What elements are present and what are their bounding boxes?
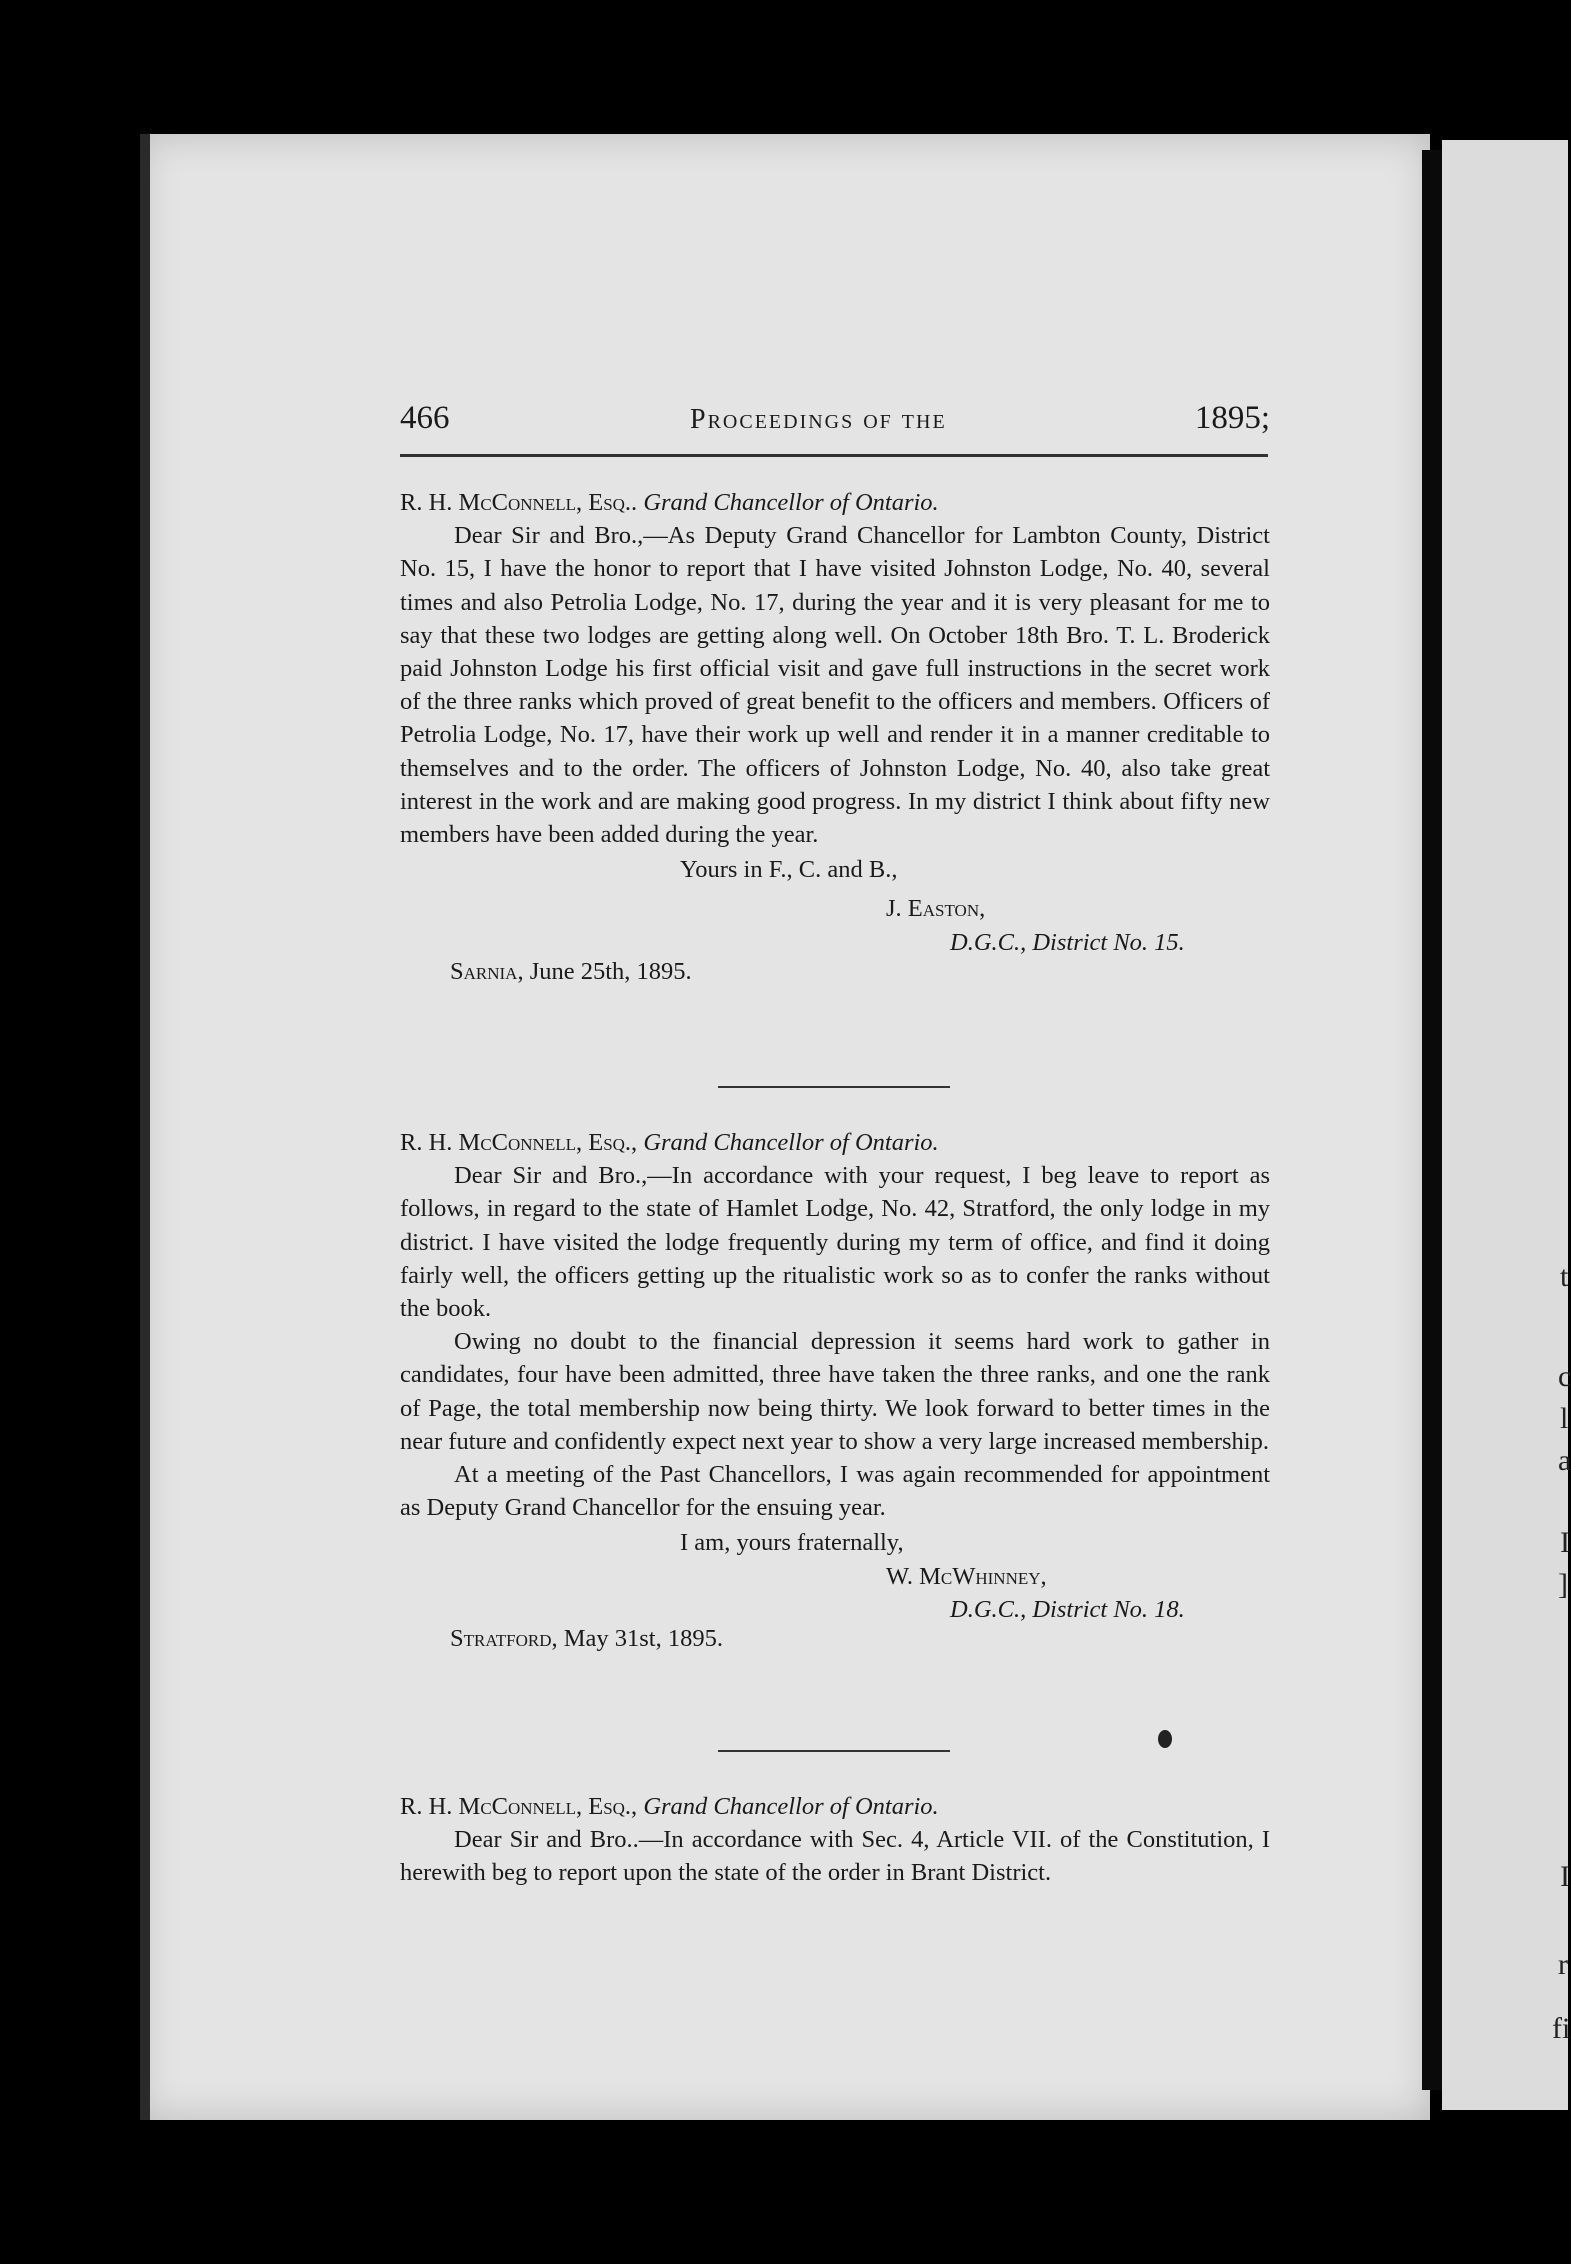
- addressee-line: [400, 1790, 1270, 1823]
- addressee-line: [400, 1126, 1270, 1159]
- page-number: 466: [400, 400, 450, 436]
- section-separator: [718, 1750, 950, 1752]
- addressee-title: Grand Chancellor of Ontario.: [643, 489, 939, 516]
- addressee-name: R. H. McConnell, Esq..: [400, 489, 638, 516]
- letter-easton: [400, 486, 1270, 988]
- facing-page-char: fi: [1552, 2012, 1571, 2045]
- signer-name: W. McWhinney,: [886, 1562, 1047, 1590]
- place-date: [400, 955, 1270, 988]
- letter-brant-district: [400, 1790, 1270, 1890]
- letter-paragraph: Dear Sir and Bro.,—In accordance with your request, I beg leave to report as follows, in regard to the state of Hamlet Lodge, No. 42, Stratford, the only lodge in my district. I have visited the lodge frequently during my term of office, and find it doing fairly well, the officers getting up the ritualistic work so as to confer the ranks without the book.: [400, 1162, 1270, 1323]
- facing-page-char: ]: [1558, 1568, 1568, 1601]
- running-title: Proceedings of the: [690, 404, 947, 435]
- addressee-title: Grand Chancellor of Ontario.: [643, 1129, 939, 1156]
- header-rule: [400, 454, 1268, 457]
- date: May 31st, 1895.: [563, 1625, 723, 1653]
- running-head: [400, 400, 1270, 450]
- page-edge-shadow: [140, 134, 150, 2120]
- running-year: 1895;: [1194, 400, 1270, 436]
- place-date: [400, 1622, 1270, 1655]
- letter-paragraph: At a meeting of the Past Chancellors, I was again recommended for appointment as Deputy Grand Chancellor for the ensuing year.: [400, 1461, 1270, 1522]
- addressee-name: R. H. McConnell, Esq.,: [400, 1129, 638, 1156]
- facing-page-char: a: [1558, 1444, 1571, 1477]
- letter-closing: I am, yours fraternally,: [680, 1529, 904, 1557]
- facing-page-char: l: [1560, 1402, 1569, 1435]
- binding-gutter: [1422, 150, 1442, 2090]
- letter-paragraph: Dear Sir and Bro..—In accordance with Sec. 4, Article VII. of the Constitution, I herewith beg to report upon the state of the order in Brant District.: [400, 1826, 1270, 1887]
- section-separator: [718, 1086, 950, 1088]
- signer-name: J. Easton,: [886, 895, 986, 923]
- facing-page-char: c: [1558, 1360, 1571, 1393]
- facing-page-char: t: [1560, 1260, 1569, 1293]
- addressee-name: R. H. McConnell, Esq.,: [400, 1793, 638, 1820]
- letter-closing: Yours in F., C. and B.,: [680, 856, 898, 884]
- ink-blot: [1158, 1730, 1172, 1748]
- letter-paragraph: Owing no doubt to the financial depression it seems hard work to gather in candidates, four have been admitted, three have taken the three ranks, and one the rank of Page, the total membership now being thirty. We look forward to better times in the near future and confidently expect next year to show a very large increased membership.: [400, 1328, 1270, 1455]
- addressee-title: Grand Chancellor of Ontario.: [643, 1793, 939, 1820]
- addressee-line: [400, 486, 1270, 519]
- facing-page-char: I: [1560, 1860, 1570, 1893]
- signer-title: D.G.C., District No. 15.: [950, 928, 1185, 956]
- letter-mcwhinney: [400, 1126, 1270, 1655]
- facing-page-char: r: [1558, 1948, 1568, 1981]
- place: Sarnia,: [450, 957, 524, 985]
- facing-page-fragment: [1442, 140, 1571, 2110]
- facing-page-char: I: [1560, 1526, 1570, 1559]
- signer-title: D.G.C., District No. 18.: [950, 1595, 1185, 1623]
- date: June 25th, 1895.: [529, 957, 692, 985]
- place: Stratford,: [450, 1625, 558, 1653]
- letter-paragraph: Dear Sir and Bro.,—As Deputy Grand Chancellor for Lambton County, District No. 15, I have the honor to report that I have visited Johnston Lodge, No. 40, several times and also Petrolia Lodge, No. 17, during the year and it is very pleasant for me to say that these two lodges are getting along well. On October 18th Bro. T. L. Broderick paid Johnston Lodge his first official visit and gave full instructions in the secret work of the three ranks which proved of great benefit to the officers and members. Officers of Petrolia Lodge, No. 17, have their work up well and render it in a manner creditable to themselves and to the order. The officers of Johnston Lodge, No. 40, also take great interest in the work and are making good progress. In my district I think about fifty new members have been added during the year.: [400, 522, 1270, 849]
